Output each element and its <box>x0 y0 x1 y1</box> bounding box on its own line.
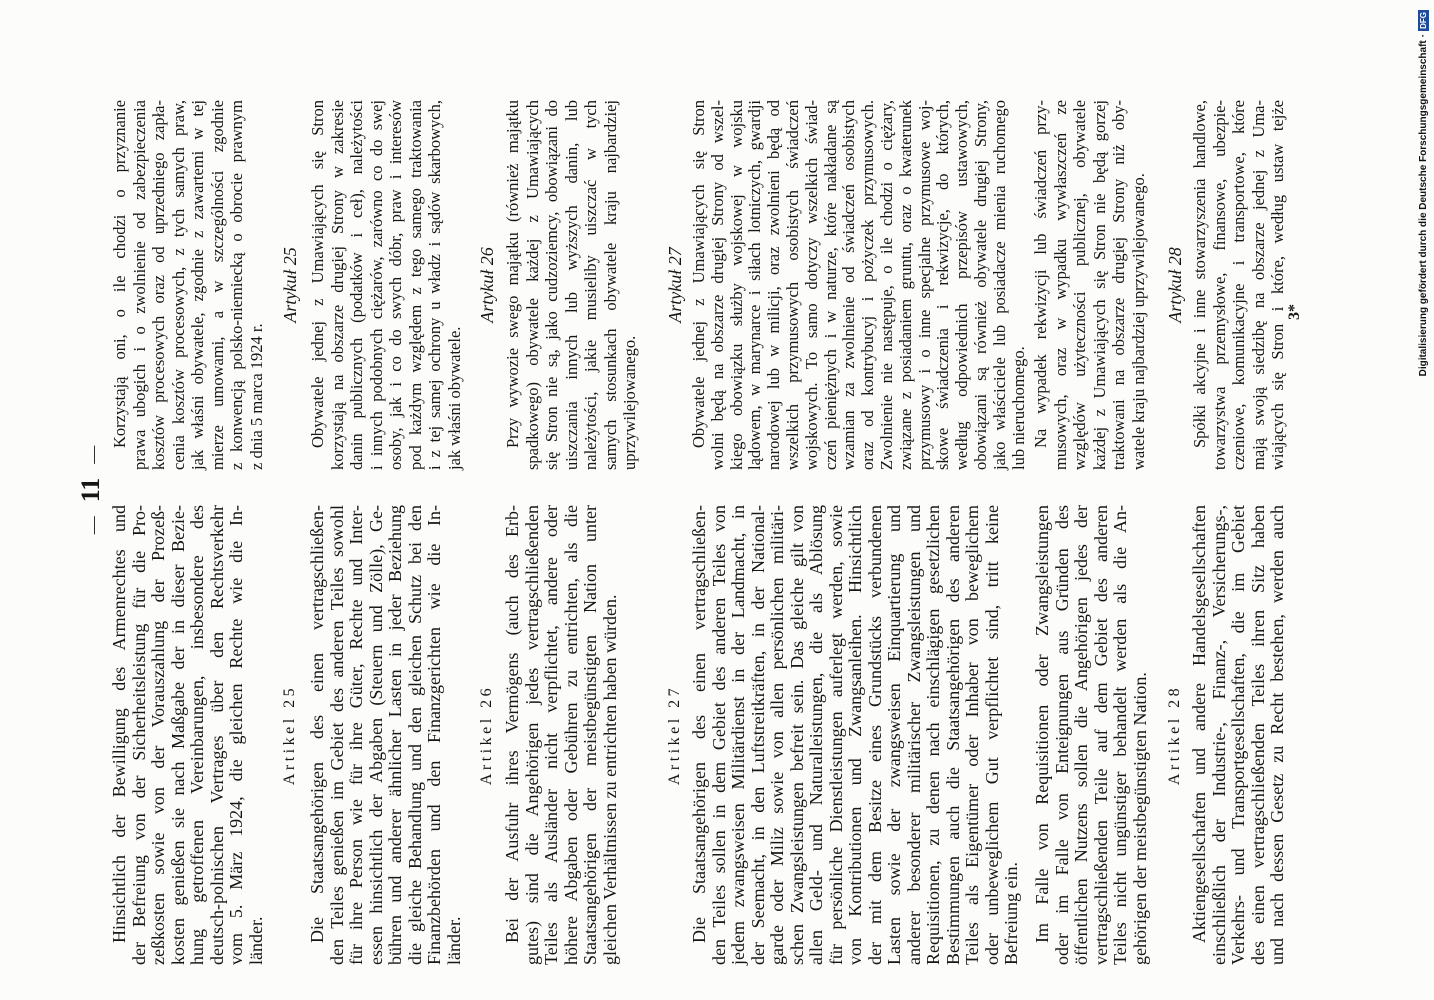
article-26-paragraph-german <box>503 505 620 965</box>
german-text-line: öffentlichen Nutzens sollen die Angehörigen jedes der <box>1071 505 1091 965</box>
german-text-line: schen Zwangsleistungen befreit sein. Das gleiche gilt von <box>786 505 807 965</box>
german-text-line: Finanzbehörden und den Finanzgerichten wie die In- <box>424 505 444 965</box>
german-text-line: kosten genießen sie nach Maßgabe der in dieser Bezie- <box>167 505 188 965</box>
german-text-line: vom 5. März 1924, die gleichen Rechte wie die In- <box>226 505 246 965</box>
polish-text-line: wojskowych. To samo dotyczy wszelkich świad- <box>801 100 821 470</box>
polish-text-line: oraz od kontrybucyj i pożyczek przymusowych. <box>858 100 878 470</box>
german-text-line: Teiles als Ausländer nicht verpflichtet, andere oder <box>541 505 561 965</box>
polish-column <box>0 100 1434 470</box>
german-text-line: vertragschließenden Teile auf dem Gebiet des anderen <box>1090 505 1111 965</box>
german-text-line: jedem zwangsweisen Militärdienst in der Landmacht, in <box>728 505 748 965</box>
german-column <box>0 505 1434 965</box>
polish-text-line: mają swoją siedzibę na obszarze jednej z Uma- <box>1248 100 1268 470</box>
polish-text-line: skowe świadczenia i rekwizycje, do których, <box>933 100 953 470</box>
german-text-line: der Seemacht, in den Luftstreitkräften, in der National- <box>747 505 768 965</box>
german-text-line: höhere Abgaben oder Gebühren zu entrichten, als die <box>560 505 581 965</box>
german-text-line: Verkehrs- und Transportgesellschaften, die im Gebiet <box>1228 505 1248 965</box>
article-27-heading-polish: Artykuł 27 <box>665 247 685 323</box>
polish-text-line: lądowem, w marynarce i siłach lotniczych, gwardji <box>745 100 765 470</box>
page-number-value: 11 <box>76 477 105 503</box>
german-text-line: länder. <box>443 916 464 965</box>
polish-text-line: obowiązani są również obywatele drugiej Strony, <box>970 100 990 470</box>
german-text-line: länder. <box>245 916 266 965</box>
polish-text-line: Korzystają oni, o ile chodzi o przyznanie <box>110 100 129 448</box>
polish-text-line: i z tej samej ochrony u władz i sądów skarbowych, <box>425 100 444 470</box>
polish-text-line: watele kraju najbardziej uprzywilejowanego. <box>1128 173 1148 470</box>
article-27-paragraph-2-polish <box>1031 100 1148 470</box>
polish-text-line: czeń pieniężnych i w naturze, które nakładane są <box>820 100 840 470</box>
polish-text-line: z dnia 5 marca 1924 r. <box>246 323 266 470</box>
german-text-line: einschließlich der Industrie-, Finanz-, Versicherungs-, <box>1208 505 1229 965</box>
german-text-line: Die Staatsangehörigen des einen vertragschließen- <box>689 505 709 943</box>
credit-separator: · <box>1418 33 1429 38</box>
polish-text-line: lub nieruchomego. <box>1008 346 1028 470</box>
polish-text-line: jak właśni obywatele, zgodnie z zawartemi w tej <box>188 100 207 470</box>
german-text-line: für persönliche Dienstleistungen auferlegt werden, sowie <box>825 505 846 965</box>
german-text-line: der Befreiung von der Sicherheitsleistung für die Pro- <box>128 505 149 965</box>
article-27-paragraph-2-german <box>1033 505 1150 965</box>
german-text-line: Die Staatsangehörigen des einen vertragschließen- <box>307 505 327 943</box>
polish-text-line: z konwencją polsko-niemiecką o obrocie prawnym <box>227 100 246 470</box>
polish-text-line: względów użyteczności publicznej, obywatele <box>1070 100 1089 470</box>
polish-text-line: każdej z Umawiających się Stron nie będą gorzej <box>1089 100 1109 470</box>
german-text-line: oder unbeweglichem Gut verpflichtet sind, tritt keine <box>981 505 1002 965</box>
polish-text-line: spadkowego) obywatele każdej z Umawiających <box>522 100 542 470</box>
page-number-dash-right: — <box>83 445 103 464</box>
polish-text-line: korzystają na obszarze drugiej Strony w zakresie <box>327 100 347 470</box>
article-25-paragraph-german <box>308 505 464 965</box>
polish-text-line: samych stosunkach obywatele kraju najbardziej <box>600 100 620 470</box>
page-number-dash-left: — <box>83 516 103 535</box>
german-text-line: gutes) sind die Angehörigen jedes vertragschließenden <box>521 505 542 965</box>
dfg-logo-icon: DFG <box>1418 12 1428 29</box>
polish-text-line: uiszczania innych lub wyższych danin, lub <box>561 100 581 470</box>
article-25-heading-polish: Artykuł 25 <box>280 247 300 323</box>
article-24-continuation-polish <box>110 100 266 470</box>
digitization-credit <box>1417 10 1431 376</box>
german-text-line: Staatsangehörigen der meistbegünstigten Nation unter <box>580 505 600 965</box>
german-text-line: Aktiengesellschaften und andere Handelsgesellschaften <box>1189 505 1209 943</box>
polish-text-line: według odpowiednich przepisów ustawowych, <box>952 100 972 470</box>
polish-text-line: kosztów procesowych oraz od uprzedniego zapła- <box>149 100 168 470</box>
german-text-line: des einen vertragschließenden Teiles ihren Sitz haben <box>1247 505 1268 965</box>
polish-text-line: uprzywilejowanego. <box>620 335 639 470</box>
polish-text-line: czeniowe, komunikacyjne i transportowe, które <box>1229 100 1248 470</box>
german-text-line: Bei der Ausfuhr ihres Vermögens (auch des Erb- <box>502 505 522 943</box>
polish-text-line: Przy wywozie swego majątku (również majątku <box>503 100 522 448</box>
polish-text-line: Obywatele jednej z Umawiających się Stron <box>689 100 708 448</box>
german-text-line: essen hinsichtlich der Abgaben (Steuern und Zölle), Ge- <box>365 505 386 965</box>
german-text-line: den Teiles sollen in dem Gebiet des anderen Teiles von <box>708 505 729 965</box>
german-text-line: der mit dem Besitze eines Grundstücks verbundenen <box>864 505 885 965</box>
polish-text-line: i innych podobnych ciężarów, zarówno co do swej <box>366 100 386 470</box>
german-text-line: die gleiche Behandlung und den gleichen Schutz bei den <box>404 505 425 965</box>
article-26-heading-polish: Artykuł 26 <box>477 247 497 323</box>
german-text-line: Befreiung ein. <box>1001 862 1021 965</box>
polish-text-line: wszelkich przymusowych osobistych świadczeń <box>782 100 802 470</box>
german-text-line: und nach dessen Gesetz zu Recht bestehen, werden auch <box>1267 505 1287 965</box>
german-text-line: Teiles als Eigentümer oder Inhaber von beweglichem <box>962 505 982 965</box>
german-text-line: garde oder Miliz sowie von allen persönlichen militäri- <box>767 505 787 965</box>
polish-text-line: Spółki akcyjne i inne stowarzyszenia handlowe, <box>1190 100 1209 448</box>
article-28-paragraph-german <box>1190 505 1288 965</box>
german-text-line: oder im Falle von Enteignungen aus Gründen des <box>1051 505 1072 965</box>
article-28-heading-german: Artikel 28 <box>1166 684 1183 786</box>
polish-text-line: Zwolnienie nie następuje, o ile chodzi o ciężary, <box>876 100 896 470</box>
article-26-paragraph-polish <box>503 100 640 470</box>
polish-text-line: wzamian za zwolnienie od świadczeń osobistych <box>839 100 859 470</box>
polish-text-line: należytości, jakie musieliby uiszczać w tych <box>581 100 600 470</box>
german-text-line: gleichen Verhältnissen zu entrichten haben würden. <box>599 594 620 965</box>
german-text-line: Im Falle von Requisitionen oder Zwangsleistungen <box>1032 505 1052 943</box>
polish-text-line: pod każdym względem z tego samego traktowania <box>405 100 425 470</box>
article-28-heading-polish: Artykuł 28 <box>1165 247 1185 323</box>
german-text-line: gehörigen der meistbegünstigten Nation. <box>1129 672 1150 965</box>
polish-text-line: Na wypadek rekwizycji lub świadczeń przy- <box>1031 100 1050 448</box>
article-28-paragraph-polish <box>1190 100 1288 470</box>
german-text-line: allen Geld- und Naturalleistungen, die als Ablösung <box>806 505 826 965</box>
german-text-line: von Kontributionen und Zwangsanleihen. Hinsichtlich <box>845 505 865 965</box>
german-text-line: bühren und anderer ähnlicher Lasten in jeder Beziehung <box>385 505 405 965</box>
article-26-heading-german: Artikel 26 <box>478 684 495 786</box>
polish-text-line: jak właśni obywatele. <box>444 326 464 470</box>
article-25-heading-german: Artikel 25 <box>281 684 298 786</box>
polish-text-line: narodowej lub w milicji, oraz zwolnieni będą od <box>764 100 784 470</box>
article-27-heading-german: Artikel 27 <box>666 684 683 786</box>
german-text-line: für ihre Person wie für ihre Güter, Rechte und Inter- <box>346 505 366 965</box>
polish-text-line: mierze umowami, a w szczególności zgodnie <box>207 100 227 470</box>
german-text-line: anderer besonderer militärischer Zwangsleistungen und <box>903 505 924 965</box>
article-27-paragraph-1-german <box>690 505 1022 965</box>
german-text-line: hung getroffenen Vereinbarungen, insbesondere des <box>187 505 207 965</box>
polish-text-line: wolni będą na obszarze drugiej Strony od wszel- <box>707 100 727 470</box>
article-27-paragraph-1-polish <box>690 100 1028 470</box>
signature-mark: 3* <box>1286 304 1303 320</box>
german-text-line: Hinsichtlich der Bewilligung des Armenrechtes und <box>109 505 129 943</box>
polish-text-line: wiających się Stron i które, według ustaw tejże <box>1268 100 1287 470</box>
german-text-line: Bestimmungen auch die Staatsangehörigen des anderen <box>942 505 963 965</box>
german-text-line: deutsch-polnischen Vertrages über den Rechtsverkehr <box>206 505 227 965</box>
polish-text-line: Obywatele jednej z Umawiających się Stron <box>308 100 327 448</box>
polish-text-line: prawa ubogich i o zwolnienie od zabezpieczenia <box>129 100 149 470</box>
polish-text-line: cenia kosztów procesowych, z tych samych praw, <box>168 100 188 470</box>
german-text-line: Teiles nicht ungünstiger behandelt werden als die An- <box>1110 505 1130 965</box>
article-24-continuation-german <box>110 505 266 965</box>
polish-text-line: kiego obowiązku służby wojskowej w wojsku <box>726 100 746 470</box>
article-25-paragraph-polish <box>308 100 464 470</box>
polish-text-line: danin publicznych (podatków i ceł), należytości <box>347 100 366 470</box>
german-text-line: den Teiles genießen im Gebiet des anderen Teiles sowohl <box>326 505 347 965</box>
german-text-line: Lasten sowie der zwangsweisen Einquartierung und <box>884 505 904 965</box>
german-text-line: zeßkosten sowie von der Vorauszahlung der Prozeß- <box>148 505 168 965</box>
polish-text-line: się Stron nie są, jako cudzoziemcy, obowiązani do <box>542 100 561 470</box>
polish-text-line: osoby, jak i co do swych dóbr, praw i interesów <box>386 100 405 470</box>
polish-text-line: przymusowy i o inne specjalne przymusowe woj- <box>914 100 934 470</box>
german-text-line: Requisitionen, zu denen nach einschlägigen gesetzlichen <box>923 505 943 965</box>
digitization-credit-text: Digitalisierung gefördert durch die Deutsche Forschungsgemeinschaft <box>1418 40 1429 377</box>
polish-text-line: jako właściciele lub posiadacze mienia ruchomego <box>989 100 1009 470</box>
polish-text-line: towarzystwa przemysłowe, finansowe, ubezpie- <box>1209 100 1229 470</box>
polish-text-line: musowych, oraz w wypadku wywłaszczeń ze <box>1050 100 1070 470</box>
polish-text-line: traktowani na obszarze drugiej Strony niż oby- <box>1109 100 1128 470</box>
polish-text-line: związane z posiadaniem gruntu, oraz o kwaterunek <box>895 100 915 470</box>
